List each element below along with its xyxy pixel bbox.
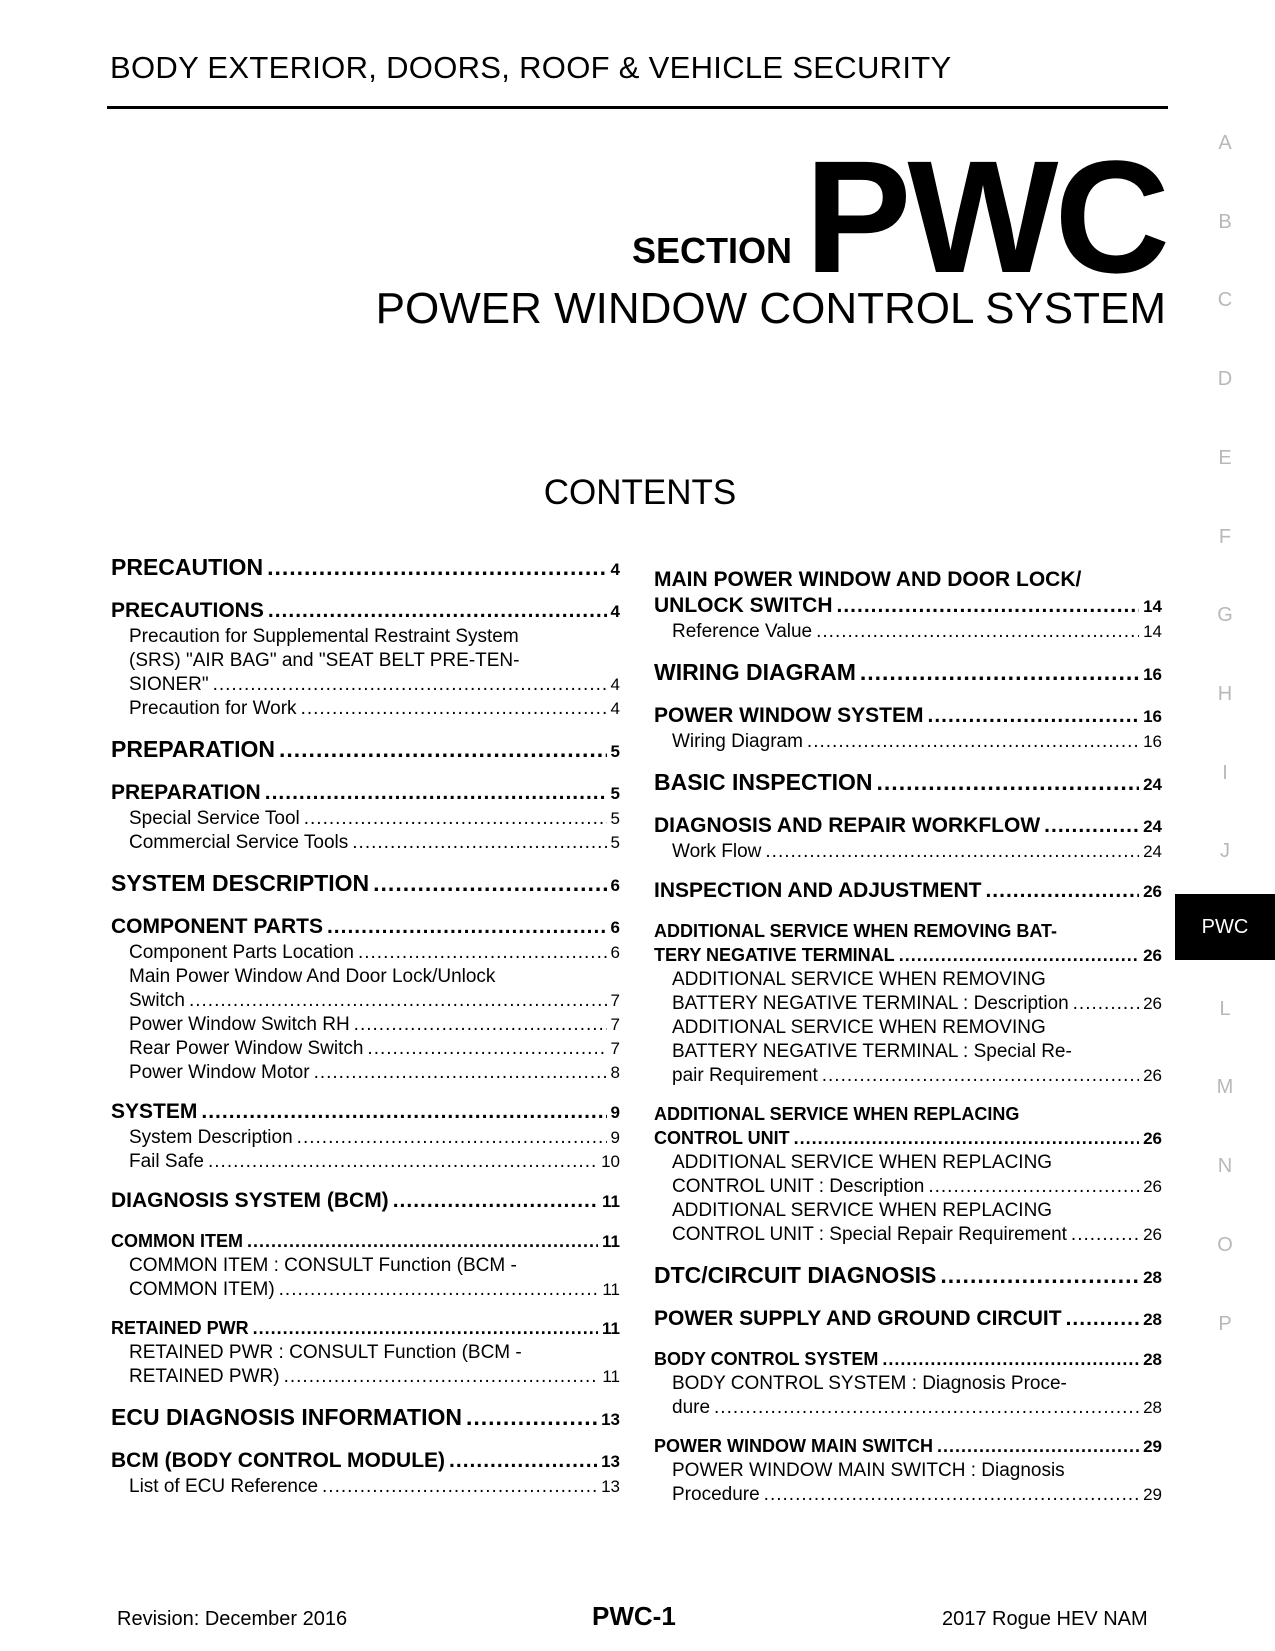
section-tab-l[interactable]: L [1219,997,1231,1020]
toc-page-number: 5 [610,833,620,852]
toc-entry-text: PREPARATION [111,781,261,804]
dot-leader [247,1229,598,1253]
toc-entry[interactable] [111,914,620,941]
toc-entry[interactable] [654,1347,1162,1372]
toc-page-number: 11 [602,1192,620,1211]
toc-page-number: 16 [1143,665,1162,684]
toc-page-number: 13 [601,1410,620,1429]
toc-entry[interactable] [111,735,620,766]
section-tab-d[interactable]: D [1217,368,1233,391]
toc-entry-text: BODY CONTROL SYSTEM [654,1349,879,1369]
dot-leader [373,869,606,897]
section-label: SECTION [631,230,792,271]
toc-entry-text: Fail Safe [129,1151,204,1172]
dot-leader [208,1150,597,1174]
section-tab-c[interactable]: C [1217,289,1233,312]
toc-page-number: 5 [610,784,620,803]
toc-entry-text: BCM (BODY CONTROL MODULE) [111,1449,446,1472]
dot-leader [279,735,607,763]
toc-entry-text: ADDITIONAL SERVICE WHEN REPLACING [672,1152,1053,1173]
toc-entry[interactable] [654,658,1162,689]
toc-entry-text: Precaution for Work [129,698,297,719]
toc-page-number: 26 [1143,1129,1162,1148]
section-tab-pwc[interactable]: PWC [1175,894,1275,960]
toc-page-number: 5 [610,809,620,828]
toc-entry-text: ADDITIONAL SERVICE WHEN REMOVING [672,1017,1046,1038]
toc-entry[interactable] [111,869,620,900]
toc-page-number: 28 [1143,1398,1162,1417]
toc-entry-text: RETAINED PWR [111,1318,249,1338]
toc-page-number: 4 [610,560,620,579]
toc-entry-text: Main Power Window And Door Lock/Unlock [129,966,496,987]
toc-entry[interactable] [111,941,620,965]
dot-leader [882,1347,1139,1371]
toc-entry[interactable] [111,625,620,697]
toc-entry-text: COMMON ITEM [111,1231,243,1251]
toc-entry[interactable] [111,1150,620,1174]
toc-left-column [111,553,620,1499]
section-tab-h[interactable]: H [1217,682,1233,705]
toc-page-number: 9 [610,1103,620,1122]
toc-entry-text: System Description [129,1127,293,1148]
toc-page-number: 24 [1143,817,1162,836]
dot-leader [304,807,607,831]
section-tab-i[interactable]: I [1222,761,1228,784]
dot-leader [1044,813,1139,839]
toc-entry-text: DIAGNOSIS AND REPAIR WORKFLOW [654,814,1041,837]
toc-entry[interactable] [654,919,1162,968]
section-tab-p[interactable]: P [1218,1312,1232,1335]
dot-leader [354,1013,607,1037]
toc-entry-text: Procedure [672,1484,760,1505]
toc-entry[interactable] [654,1261,1162,1292]
toc-page-number: 14 [1143,597,1162,616]
toc-entry[interactable] [654,730,1162,754]
toc-entry[interactable] [111,1341,620,1389]
toc-entry-text: SIONER" [129,674,209,695]
toc-entry-text: List of ECU Reference [129,1476,319,1497]
dot-leader [860,658,1139,686]
toc-entry-text: POWER WINDOW MAIN SWITCH [654,1436,933,1456]
toc-entry[interactable] [654,1372,1162,1420]
toc-entry-text: Component Parts Location [129,942,354,963]
toc-page-number: 28 [1143,1310,1162,1329]
toc-entry-text: ADDITIONAL SERVICE WHEN REMOVING [672,969,1046,990]
toc-entry[interactable] [111,807,620,831]
toc-page-number: 10 [601,1152,620,1171]
toc-entry-text: Commercial Service Tools [129,832,349,853]
dot-leader [764,1483,1139,1507]
toc-page-number: 29 [1143,1437,1162,1456]
toc-entry[interactable] [654,1434,1162,1459]
toc-entry-text: BODY CONTROL SYSTEM : Diagnosis Proce- [672,1373,1067,1394]
toc-entry[interactable] [111,1188,620,1215]
toc-entry-text: SYSTEM [111,1100,198,1123]
dot-leader [822,1064,1139,1088]
toc-entry[interactable] [654,1459,1162,1507]
toc-page-number: 4 [610,675,620,694]
section-tab-a[interactable]: A [1218,132,1232,154]
toc-entry-text: (SRS) "AIR BAG" and "SEAT BELT PRE-TEN- [129,650,520,671]
toc-entry-text: Special Service Tool [129,808,300,829]
section-tab-f[interactable]: F [1218,525,1232,548]
toc-entry[interactable] [111,1061,620,1085]
toc-entry-text: pair Requirement [672,1065,818,1086]
dot-leader [899,943,1139,967]
toc-entry-text: PRECAUTION [111,554,264,580]
toc-page-number: 4 [610,699,620,718]
dot-leader [985,878,1139,904]
toc-entry-text: BASIC INSPECTION [654,769,873,795]
dot-leader [928,703,1140,729]
dot-leader [268,598,607,624]
toc-entry-text: RETAINED PWR : CONSULT Function (BCM - [129,1342,522,1363]
section-tab-e[interactable]: E [1218,446,1232,469]
toc-page-number: 11 [602,1319,620,1338]
dot-leader [327,914,607,940]
toc-page-number: 14 [1143,622,1162,641]
page-number: PWC-1 [592,1601,676,1631]
toc-entry-text: CONTROL UNIT : Special Repair Requirement [672,1224,1067,1245]
toc-page-number: 4 [610,602,620,621]
section-tab-j[interactable]: J [1220,840,1230,863]
toc-entry[interactable] [654,1151,1162,1199]
dot-leader [1073,992,1139,1016]
dot-leader [284,1365,599,1389]
section-tab-m[interactable]: M [1216,1076,1234,1099]
toc-entry-text: BATTERY NEGATIVE TERMINAL : Special Re- [672,1041,1072,1062]
dot-leader [213,673,607,697]
section-code: PWC [804,127,1166,306]
dot-leader [449,1448,597,1474]
dot-leader [352,831,606,855]
toc-page-number: 11 [602,1367,620,1386]
toc-page-number: 26 [1143,1177,1162,1196]
toc-entry-text: WIRING DIAGRAM [654,659,856,685]
toc-page-number: 29 [1143,1485,1162,1504]
toc-page-number: 5 [610,742,620,761]
toc-page-number: 26 [1143,882,1162,901]
toc-entry[interactable] [111,780,620,807]
dot-leader [253,1316,598,1340]
toc-page-number: 9 [610,1128,620,1147]
dot-leader [301,697,607,721]
toc-entry-text: UNLOCK SWITCH [654,594,833,617]
dot-leader [466,1403,597,1431]
toc-entry[interactable] [654,878,1162,905]
toc-page-number: 26 [1143,994,1162,1013]
toc-entry-text: SYSTEM DESCRIPTION [111,870,370,896]
dot-leader [201,1099,606,1125]
toc-page-number: 6 [610,943,620,962]
section-group-title: BODY EXTERIOR, DOORS, ROOF & VEHICLE SECURITY [110,50,952,85]
toc-entry-text: ADDITIONAL SERVICE WHEN REPLACING [672,1200,1053,1221]
toc-entry[interactable] [654,620,1162,644]
toc-entry[interactable] [111,553,620,584]
section-tab-o[interactable]: O [1217,1233,1233,1256]
dot-leader [940,1261,1139,1289]
toc-entry[interactable] [111,1037,620,1061]
dot-leader [265,780,607,806]
dot-leader [836,593,1139,619]
toc-page-number: 24 [1143,775,1162,794]
toc-entry[interactable] [654,840,1162,864]
toc-entry-text: COMMON ITEM : CONSULT Function (BCM - [129,1255,517,1276]
toc-page-number: 7 [610,991,620,1010]
dot-leader [928,1175,1139,1199]
toc-page-number: 7 [610,1015,620,1034]
toc-entry-text: ECU DIAGNOSIS INFORMATION [111,1404,462,1430]
dot-leader [816,620,1139,644]
toc-page-number: 6 [610,876,620,895]
toc-page-number: 6 [610,918,620,937]
toc-entry-text: INSPECTION AND ADJUSTMENT [654,879,982,902]
dot-leader [322,1475,597,1499]
toc-entry-text: RETAINED PWR) [129,1366,280,1387]
toc-page-number: 28 [1143,1350,1162,1369]
toc-entry[interactable] [111,1229,620,1254]
toc-entry[interactable] [111,1448,620,1475]
dot-leader [807,730,1139,754]
toc-entry[interactable] [654,703,1162,730]
toc-entry-text: Reference Value [672,621,813,642]
toc-entry[interactable] [654,813,1162,840]
dot-leader [314,1061,607,1085]
dot-leader [1071,1223,1139,1247]
section-tab-b[interactable]: B [1218,210,1232,233]
toc-entry-text: DIAGNOSIS SYSTEM (BCM) [111,1189,389,1212]
toc-page-number: 26 [1143,946,1162,965]
toc-page-number: 24 [1143,842,1162,861]
toc-entry[interactable] [654,567,1162,620]
toc-page-number: 8 [610,1063,620,1082]
toc-page-number: 16 [1143,732,1162,751]
toc-entry[interactable] [111,965,620,1013]
toc-entry[interactable] [654,1306,1162,1333]
toc-entry-text: Switch [129,990,185,1011]
toc-entry-text: COMPONENT PARTS [111,915,323,938]
toc-page-number: 11 [602,1280,620,1299]
toc-entry-text: BATTERY NEGATIVE TERMINAL : Description [672,993,1069,1014]
toc-entry-text: Work Flow [672,841,762,862]
dot-leader [297,1126,607,1150]
toc-entry[interactable] [111,1403,620,1434]
toc-entry-text: PRECAUTIONS [111,599,264,622]
toc-entry[interactable] [111,831,620,855]
toc-entry-text: PREPARATION [111,736,275,762]
dot-leader [1066,1306,1139,1332]
toc-entry-text: Wiring Diagram [672,731,803,752]
toc-entry[interactable] [111,1254,620,1302]
toc-page-number: 7 [610,1039,620,1058]
dot-leader [794,1126,1139,1150]
toc-entry[interactable] [654,768,1162,799]
dot-leader [267,553,606,581]
header-rule [107,106,1168,109]
toc-page-number: 28 [1143,1268,1162,1287]
dot-leader [877,768,1140,796]
vehicle-model: 2017 Rogue HEV NAM [942,1608,1148,1630]
toc-entry[interactable] [654,1199,1162,1247]
toc-entry[interactable] [111,697,620,721]
dot-leader [714,1396,1139,1420]
toc-entry-text: POWER SUPPLY AND GROUND CIRCUIT [654,1307,1062,1330]
toc-entry-text: CONTROL UNIT : Description [672,1176,925,1197]
toc-entry[interactable] [111,1126,620,1150]
toc-entry[interactable] [111,598,620,625]
toc-page-number: 26 [1143,1225,1162,1244]
toc-page-number: 16 [1143,707,1162,726]
toc-entry[interactable] [654,1102,1162,1151]
toc-entry-text: MAIN POWER WINDOW AND DOOR LOCK/ [654,568,1082,591]
toc-entry-text: POWER WINDOW SYSTEM [654,704,924,727]
toc-entry-text: Precaution for Supplemental Restraint System [129,626,519,647]
toc-entry-text: Power Window Motor [129,1062,310,1083]
toc-entry-text: ADDITIONAL SERVICE WHEN REPLACING [654,1104,1020,1124]
toc-entry-text: Power Window Switch RH [129,1014,350,1035]
toc-entry[interactable] [111,1013,620,1037]
dot-leader [279,1278,599,1302]
section-title: POWER WINDOW CONTROL SYSTEM [375,284,1166,333]
section-tab-n[interactable]: N [1217,1155,1233,1178]
toc-entry-text: CONTROL UNIT [654,1128,790,1148]
toc-entry[interactable] [111,1316,620,1341]
toc-entry-text: TERY NEGATIVE TERMINAL [654,945,895,965]
toc-entry-text: ADDITIONAL SERVICE WHEN REMOVING BAT- [654,921,1058,941]
toc-entry-text: Rear Power Window Switch [129,1038,364,1059]
dot-leader [937,1434,1139,1458]
toc-entry-text: POWER WINDOW MAIN SWITCH : Diagnosis [672,1460,1065,1481]
revision-date: Revision: December 2016 [117,1608,348,1630]
toc-page-number: 11 [602,1232,620,1251]
dot-leader [367,1037,606,1061]
dot-leader [393,1188,598,1214]
toc-page-number: 13 [601,1452,620,1471]
toc-entry-text: COMMON ITEM) [129,1279,275,1300]
toc-entry[interactable] [111,1099,620,1126]
toc-page-number: 26 [1143,1066,1162,1085]
dot-leader [358,941,607,965]
contents-heading: CONTENTS [543,473,737,512]
toc-page-number: 13 [601,1477,620,1496]
toc-right-column [654,553,1162,1507]
dot-leader [765,840,1139,864]
toc-entry-text: DTC/CIRCUIT DIAGNOSIS [654,1262,937,1288]
toc-entry[interactable] [654,968,1162,1016]
toc-entry-text: dure [672,1397,711,1418]
section-tab-g[interactable]: G [1217,604,1233,627]
dot-leader [189,989,607,1013]
toc-entry[interactable] [111,1475,620,1499]
toc-entry[interactable] [654,1016,1162,1088]
